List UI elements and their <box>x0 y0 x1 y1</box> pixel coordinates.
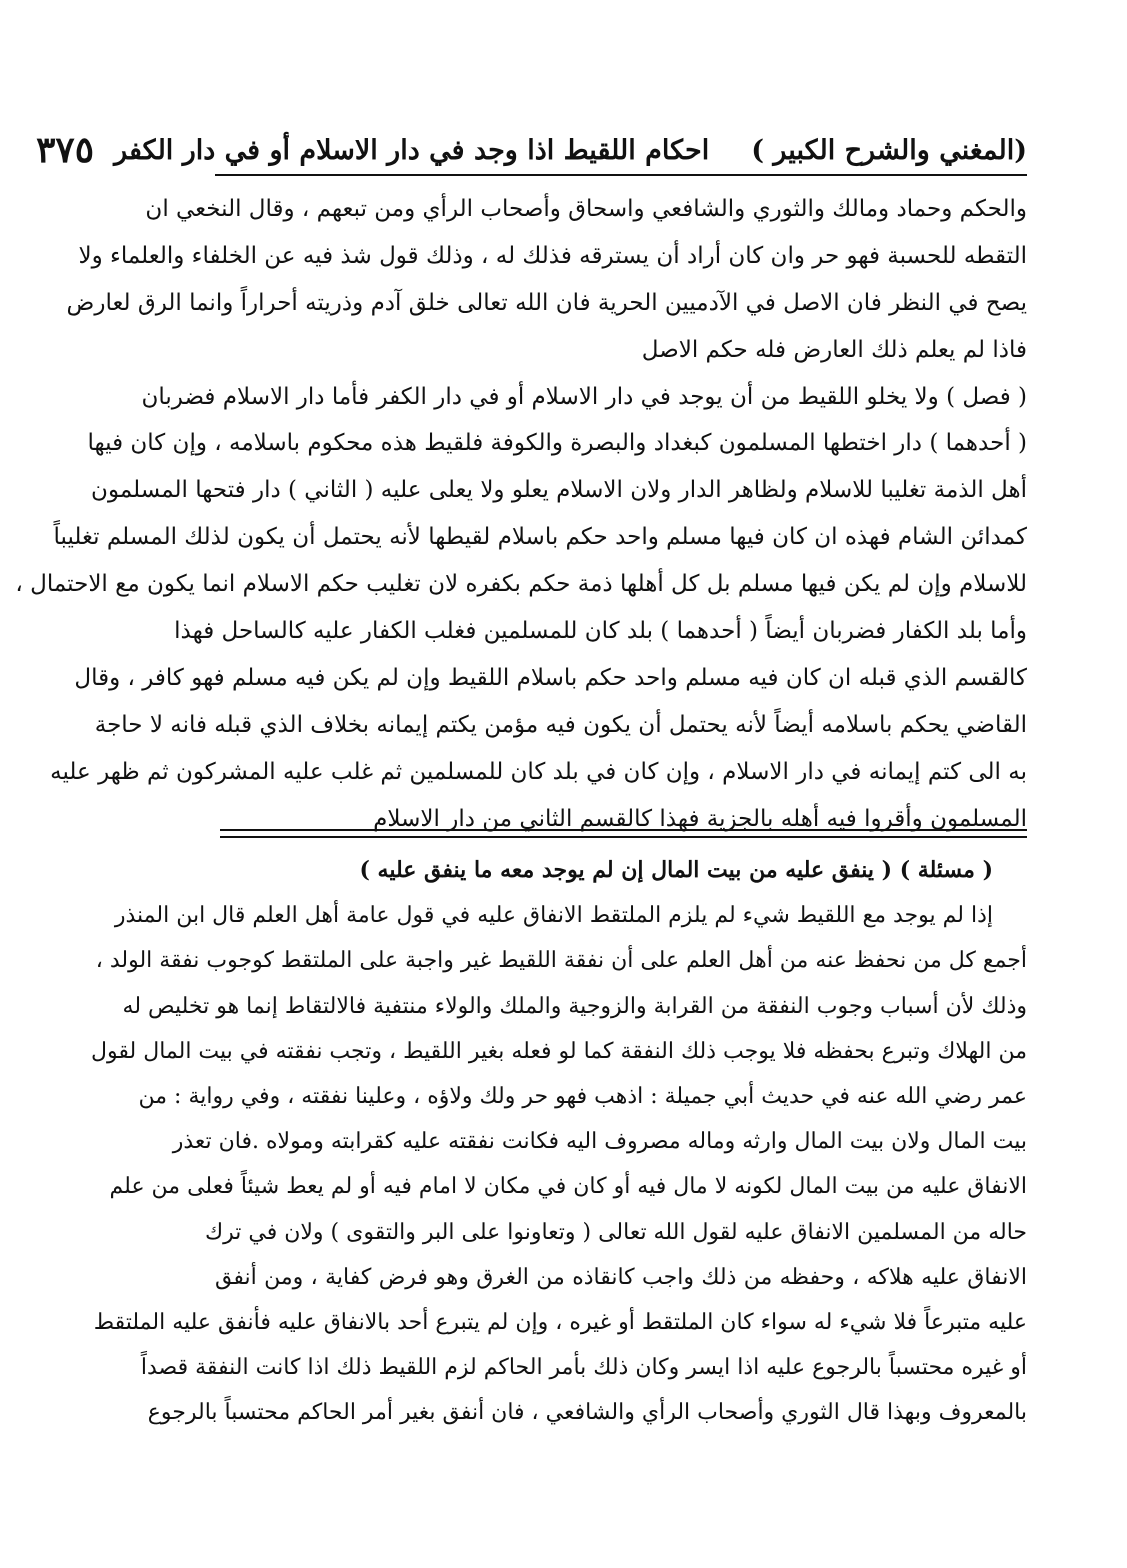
text-line: فاذا لم يعلم ذلك العارض فله حكم الاصل <box>641 336 1027 363</box>
text-line: بالمعروف وبهذا قال الثوري وأصحاب الرأي والشافعي ، فان أنفق بغير أمر الحاكم محتسباً بالرجوع <box>147 1400 1027 1426</box>
text-line: وذلك لأن أسباب وجوب النفقة من القرابة والزوجية والملك والولاء منتفية فالالتقاط إنما هو تخليص له <box>122 993 1027 1019</box>
text-line: حاله من المسلمين الانفاق عليه لقول الله تعالى ( وتعاونوا على البر والتقوى ) ولان في ترك <box>204 1219 1027 1245</box>
running-header <box>36 126 1027 174</box>
text-line: وأما بلد الكفار فضربان أيضاً ( أحدهما ) بلد كان للمسلمين فغلب الكفار عليه كالساحل فهذا <box>174 618 1027 645</box>
commentary-text <box>91 848 1027 1435</box>
text-line: أجمع كل من نحفظ عنه من أهل العلم على أن نفقة اللقيط غير واجبة على الملتقط كوجوب نفقة الولد ، <box>95 948 1027 974</box>
text-line: ( فصل ) ولا يخلو اللقيط من أن يوجد في دار الاسلام أو في دار الكفر فأما دار الاسلام فضربان <box>141 383 1027 410</box>
text-line: الانفاق عليه من بيت المال لكونه لا مال فيه أو كان في مكان لا امام فيه أو لم يعط شيئاً فعلى من علم <box>109 1174 1027 1200</box>
book-title: (المغني والشرح الكبير ) <box>751 134 1027 166</box>
section-heading: ( مسئلة ) ( ينفق عليه من بيت المال إن لم يوجد معه ما ينفق عليه ) <box>359 857 993 883</box>
main-text <box>15 186 1027 842</box>
text-line: إذا لم يوجد مع اللقيط شيء لم يلزم الملتقط الانفاق عليه في قول عامة أهل العلم قال ابن المنذر <box>114 903 993 929</box>
text-line: أو غيره محتسباً بالرجوع عليه اذا ايسر وكان ذلك بأمر الحاكم لزم اللقيط ذلك اذا كانت النفقة قصداً <box>140 1355 1027 1381</box>
chapter-title: احكام اللقيط اذا وجد في دار الاسلام أو في دار الكفر <box>114 134 710 166</box>
text-line: عمر رضي الله عنه في حديث أبي جميلة : اذهب فهو حر ولك ولاؤه ، وعلينا نفقته ، وفي رواية : من <box>138 1083 1027 1109</box>
text-line: كمدائن الشام فهذه ان كان فيها مسلم واحد حكم باسلام لقيطها لأنه يحتمل أن يكون لذلك المسلم تغليباً <box>53 524 1027 551</box>
text-line: للاسلام وإن لم يكن فيها مسلم بل كل أهلها ذمة حكم بكفره لان تغليب حكم الاسلام انما يكون مع الاحتمال ، <box>15 571 1027 598</box>
text-line: والحكم وحماد ومالك والثوري والشافعي واسحاق وأصحاب الرأي ومن تبعهم ، وقال النخعي ان <box>145 196 1027 222</box>
text-line: به الى كتم إيمانه في دار الاسلام ، وإن كان في بلد كان للمسلمين ثم غلب عليه المشركون ثم ظهر عليه <box>50 758 1027 785</box>
header-rule <box>215 174 1027 176</box>
text-line: الانفاق عليه هلاكه ، وحفظه من ذلك واجب كانقاذه من الغرق وهو فرض كفاية ، ومن أنفق <box>215 1264 1027 1290</box>
text-line: كالقسم الذي قبله ان كان فيه مسلم واحد حكم باسلام اللقيط وإن لم يكن فيه مسلم فهو كافر ، وقال <box>74 664 1027 691</box>
text-line: من الهلاك وتبرع بحفظه فلا يوجب ذلك النفقة كما لو فعله بغير اللقيط ، وتجب نفقته في بيت المال لقول <box>91 1038 1027 1064</box>
text-line: يصح في النظر فان الاصل في الآدميين الحرية فان الله تعالى خلق آدم وذريته أحراراً وانما الرق لعارض <box>66 289 1027 316</box>
text-line: ( أحدهما ) دار اختطها المسلمون كبغداد والبصرة والكوفة فلقيط هذه محكوم باسلامه ، وإن كان فيها <box>87 430 1027 457</box>
section-divider <box>220 829 1027 838</box>
page-number: ٣٧٥ <box>36 129 95 171</box>
text-line: التقطه للحسبة فهو حر وان كان أراد أن يسترقه فذلك له ، وذلك قول شذ فيه عن الخلفاء والعلماء ولا <box>78 242 1027 269</box>
text-line: المسلمون وأقروا فيه أهله بالجزية فهذا كالقسم الثاني من دار الاسلام <box>373 805 1027 832</box>
text-line: أهل الذمة تغليبا للاسلام ولظاهر الدار ولان الاسلام يعلو ولا يعلى عليه ( الثاني ) دار فتحها المسلمون <box>91 477 1027 504</box>
text-line: عليه متبرعاً فلا شيء له سواء كان الملتقط أو غيره ، وإن لم يتبرع أحد بالانفاق عليه فأنفق عليه الملتقط <box>93 1309 1027 1335</box>
text-line: بيت المال ولان بيت المال وارثه وماله مصروف اليه فكانت نفقته عليه كقرابته ومولاه .فان تعذر <box>172 1129 1027 1155</box>
text-line: القاضي يحكم باسلامه أيضاً لأنه يحتمل أن يكون فيه مؤمن يكتم إيمانه بخلاف الذي قبله فانه لا حاجة <box>94 711 1027 738</box>
